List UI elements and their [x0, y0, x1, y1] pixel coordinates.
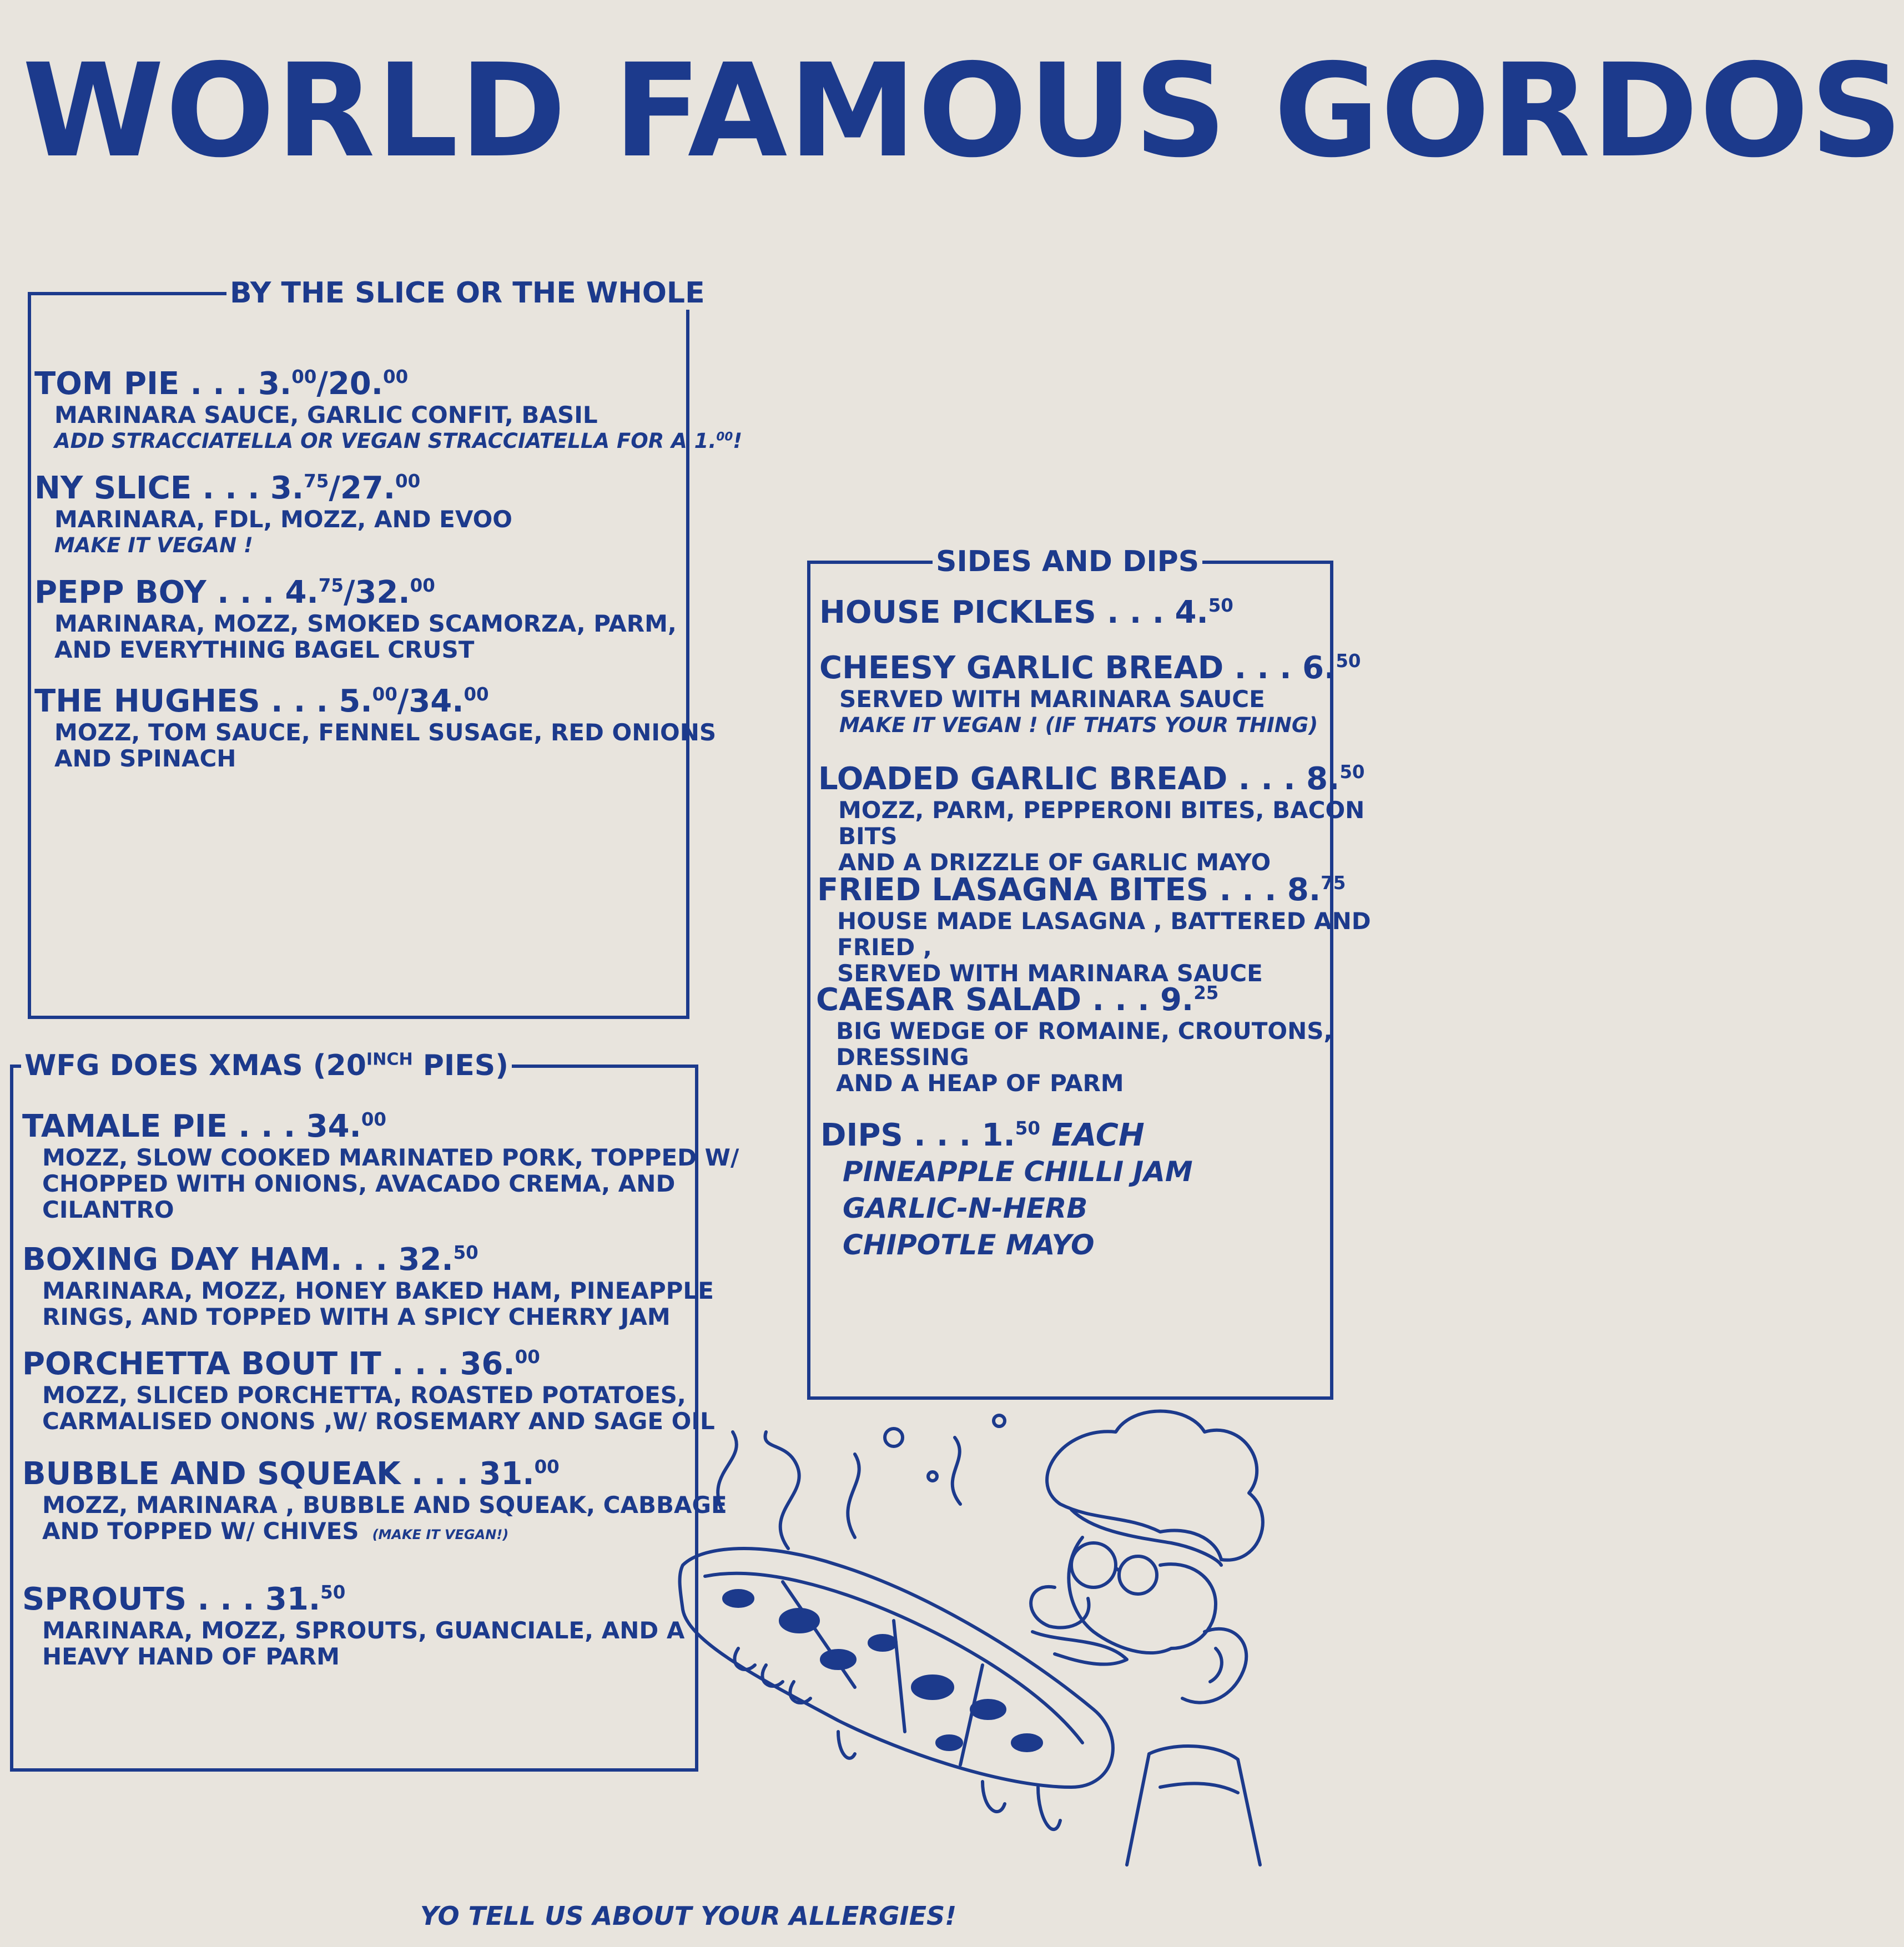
menu-item-the-hughes: THE HUGHES . . . 5.00/34.00 MOZZ, TOM SAUCE, FENNEL SUSAGE, RED ONIONS AND SPINACH	[34, 683, 717, 772]
dip-item: GARLIC-N-HERB	[843, 1192, 1088, 1224]
side-item-loaded-garlic-bread: LOADED GARLIC BREAD . . . 8.50 MOZZ, PARM, PEPPERONI BITES, BACON BITS AND A DRIZZLE OF GARLIC MAYO	[818, 761, 1365, 876]
menu-item-tom-pie: TOM PIE . . . 3.00/20.00 MARINARA SAUCE, GARLIC CONFIT, BASIL ADD STRACCIATELLA OR VEGAN STRACCIATELLA FOR A 1.00!	[34, 366, 743, 453]
chef-holding-pizza-illustration	[672, 1399, 1354, 1870]
side-item-fried-lasagna-bites: FRIED LASAGNA BITES . . . 8.75 HOUSE MADE LASAGNA , BATTERED AND FRIED , SERVED WITH MARINARA SAUCE	[817, 872, 1371, 987]
xmas-section-title: WFG DOES XMAS ($20^{INCH}$ PIES)	[21, 1049, 512, 1082]
menu-item-boxing-day-ham: BOXING DAY HAM. . . 32.50 MARINARA, MOZZ, HONEY BAKED HAM, PINEAPPLE RINGS, AND TOPPED WITH A SPICY CHERRY JAM	[22, 1242, 714, 1330]
side-item-caesar-salad: CAESAR SALAD . . . 9.25 BIG WEDGE OF ROMAINE, CROUTONS, DRESSING AND A HEAP OF PARM	[816, 982, 1333, 1097]
dip-item: PINEAPPLE CHILLI JAM	[843, 1156, 1193, 1188]
menu-item-sprouts: SPROUTS . . . 31.50 MARINARA, MOZZ, SPROUTS, GUANCIALE, AND A HEAVY HAND OF PARM	[22, 1581, 685, 1670]
dip-item: CHIPOTLE MAYO	[843, 1229, 1095, 1261]
menu-item-ny-slice: NY SLICE . . . 3.75/27.00 MARINARA, FDL, MOZZ, AND EVOO MAKE IT VEGAN !	[34, 470, 513, 557]
menu-title: WORLD FAMOUS GORDOS	[22, 36, 1904, 186]
menu-item-tamale-pie: TAMALE PIE . . . 34.00 MOZZ, SLOW COOKED MARINATED PORK, TOPPED W/ CHOPPED WITH ONIONS, AVACADO CREMA, AND CILANTRO	[22, 1108, 739, 1223]
side-item-house-pickles: HOUSE PICKLES . . . 4.50	[819, 594, 1233, 630]
slice-section-title: BY THE SLICE OR THE WHOLE	[226, 276, 708, 310]
menu-item-porchetta-bout-it: PORCHETTA BOUT IT . . . 36.00 MOZZ, SLICED PORCHETTA, ROASTED POTATOES, CARMALISED ONONS ,W/ ROSEMARY AND SAGE OIL	[22, 1346, 715, 1435]
menu-item-pepp-boy: PEPP BOY . . . 4.75/32.00 MARINARA, MOZZ, SMOKED SCAMORZA, PARM, AND EVERYTHING BAGEL CRUST	[34, 574, 677, 663]
menu-item-bubble-and-squeak: BUBBLE AND SQUEAK . . . 31.00 MOZZ, MARINARA , BUBBLE AND SQUEAK, CABBAGE AND TOPPED W/ CHIVES (MAKE IT VEGAN!)	[22, 1456, 727, 1545]
sides-section-title: SIDES AND DIPS	[933, 545, 1202, 578]
allergy-footer: YO TELL US ABOUT YOUR ALLERGIES!	[420, 1901, 957, 1931]
vegan-note: (MAKE IT VEGAN!)	[372, 1527, 509, 1542]
dips-list: DIPS . . . 1.50 EACH PINEAPPLE CHILLI JAM GARLIC-N-HERB CHIPOTLE MAYO	[820, 1118, 1193, 1263]
side-item-cheesy-garlic-bread: CHEESY GARLIC BREAD . . . 6.50 SERVED WITH MARINARA SAUCE MAKE IT VEGAN ! (IF THATS YOUR THING)	[819, 650, 1361, 737]
